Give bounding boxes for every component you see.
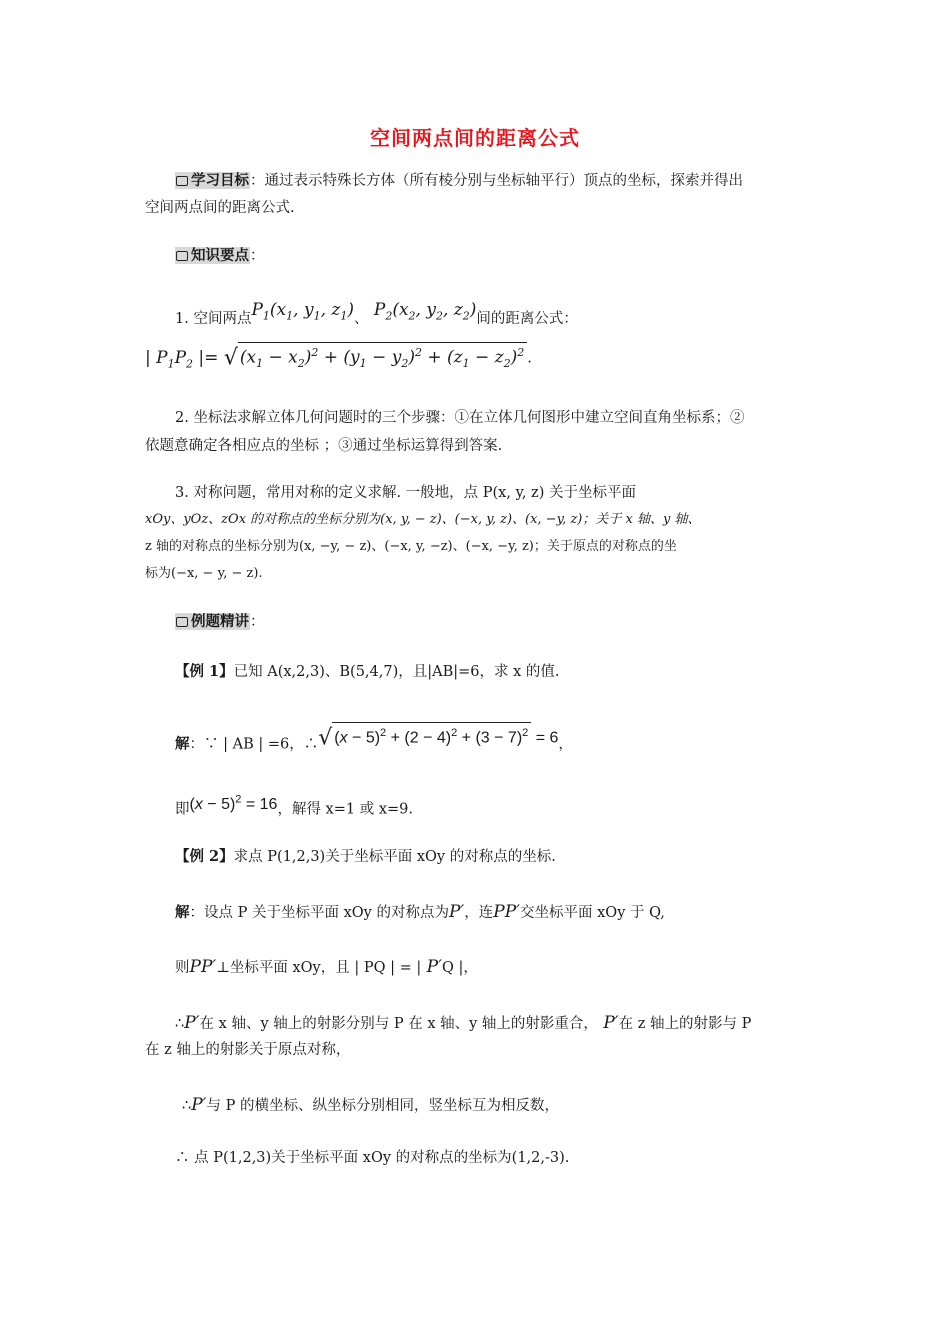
point-2-line-2: 依题意确定各相应点的坐标 ；③通过坐标运算得到答案. (145, 438, 503, 454)
knowledge-heading: 知识要点： (175, 246, 265, 266)
objective-label: 学习目标 (175, 172, 250, 189)
example-2-solution-line-5: ∴P′与 P 的横坐标、纵坐标分别相同，竖坐标互为相反数， (182, 1095, 560, 1115)
example-2-solution-line-2: 则PP′⊥坐标平面 xOy，且 | PQ | = | P′Q |， (175, 957, 478, 977)
objective-line-2: 空间两点间的距离公式. (145, 200, 295, 216)
box-bullet-icon (176, 176, 188, 186)
example-2-solution-line-3: ∴P′在 x 轴、y 轴上的射影分别与 P 在 x 轴、y 轴上的射影重合， P′在 z 轴上的射影与 P (175, 1013, 752, 1033)
formula-p2: $P_2(x_2$, $y_2$, $z_2$) (368, 300, 477, 323)
knowledge-label: 知识要点 (175, 247, 250, 264)
box-bullet-icon (176, 617, 188, 627)
example-2-solution-line-4: 在 z 轴上的射影关于原点对称， (145, 1042, 351, 1058)
page-title: 空间两点间的距离公式 (370, 126, 580, 150)
example-1-question: 【例 1】已知 A(x,2,3)、B(5,4,7)，且|AB|=6，求 x 的值. (175, 663, 560, 680)
example-2-conclusion: ∴ 点 P(1,2,3)关于坐标平面 xOy 的对称点的坐标为(1,2,-3). (175, 1150, 570, 1166)
point-1-line: 1. 空间两点$P_1(x_1$, $y_1$, $z_1$)、 $P_2(x_2$, $y_2$, $z_2$)间的距离公式： (175, 300, 578, 327)
examples-label: 例题精讲 (175, 613, 250, 630)
example-1-result: 即$(x - 5)^2 = 16$，解得 x=1 或 x=9. (175, 794, 413, 818)
distance-formula: | $P_1P_2$ |= √ $(x_1 - x_2)^2 + (y_1 - y_2)^2 + (z_1 - z_2)^2$ . (145, 342, 532, 372)
example-2-solution-line-1: 解：设点 P 关于坐标平面 xOy 的对称点为P′，连PP′交坐标平面 xOy 于 Q, (175, 902, 665, 922)
formula-p1: $P_1(x_1$, $y_1$, $z_1$) (251, 300, 354, 323)
objective-text: 通过表示特殊长方体（所有棱分别与坐标轴平行）顶点的坐标，探索并得出 (264, 173, 743, 189)
objective-line-1: 学习目标：通过表示特殊长方体（所有棱分别与坐标轴平行）顶点的坐标，探索并得出 (175, 171, 743, 191)
point-3-line-4: 标为(−x, − y, − z). (145, 566, 263, 581)
box-bullet-icon (176, 251, 188, 261)
point-3-line-3: z 轴的对称点的坐标分别为(x, −y, − z)、(−x, y, −z)、(−x, −y, z)；关于原点的对称点的坐 (145, 539, 677, 554)
example-1-solution: 解：∵ | AB | =6，∴√ $(x - 5)^2 + (2 - 4)^2 + (3 - 7)^2 = 6$， (175, 722, 573, 752)
examples-heading: 例题精讲： (175, 612, 265, 632)
equation-x-minus-5: $(x - 5)^2 = 16$ (189, 794, 278, 814)
point-3-line-1: 3. 对称问题，常用对称的定义求解. 一般地，点 P(x, y, z) 关于坐标平面 (175, 485, 636, 501)
point-2-line-1: 2. 坐标法求解立体几何问题时的三个步骤：①在立体几何图形中建立空间直角坐标系；② (175, 410, 745, 426)
example-2-question: 【例 2】求点 P(1,2,3)关于坐标平面 xOy 的对称点的坐标. (175, 848, 556, 865)
point-3-line-2: xOy、yOz、zOx 的对称点的坐标分别为(x, y, − z)、(−x, y, z)、(x, −y, z)；关于 x 轴、y 轴、 (145, 512, 701, 527)
